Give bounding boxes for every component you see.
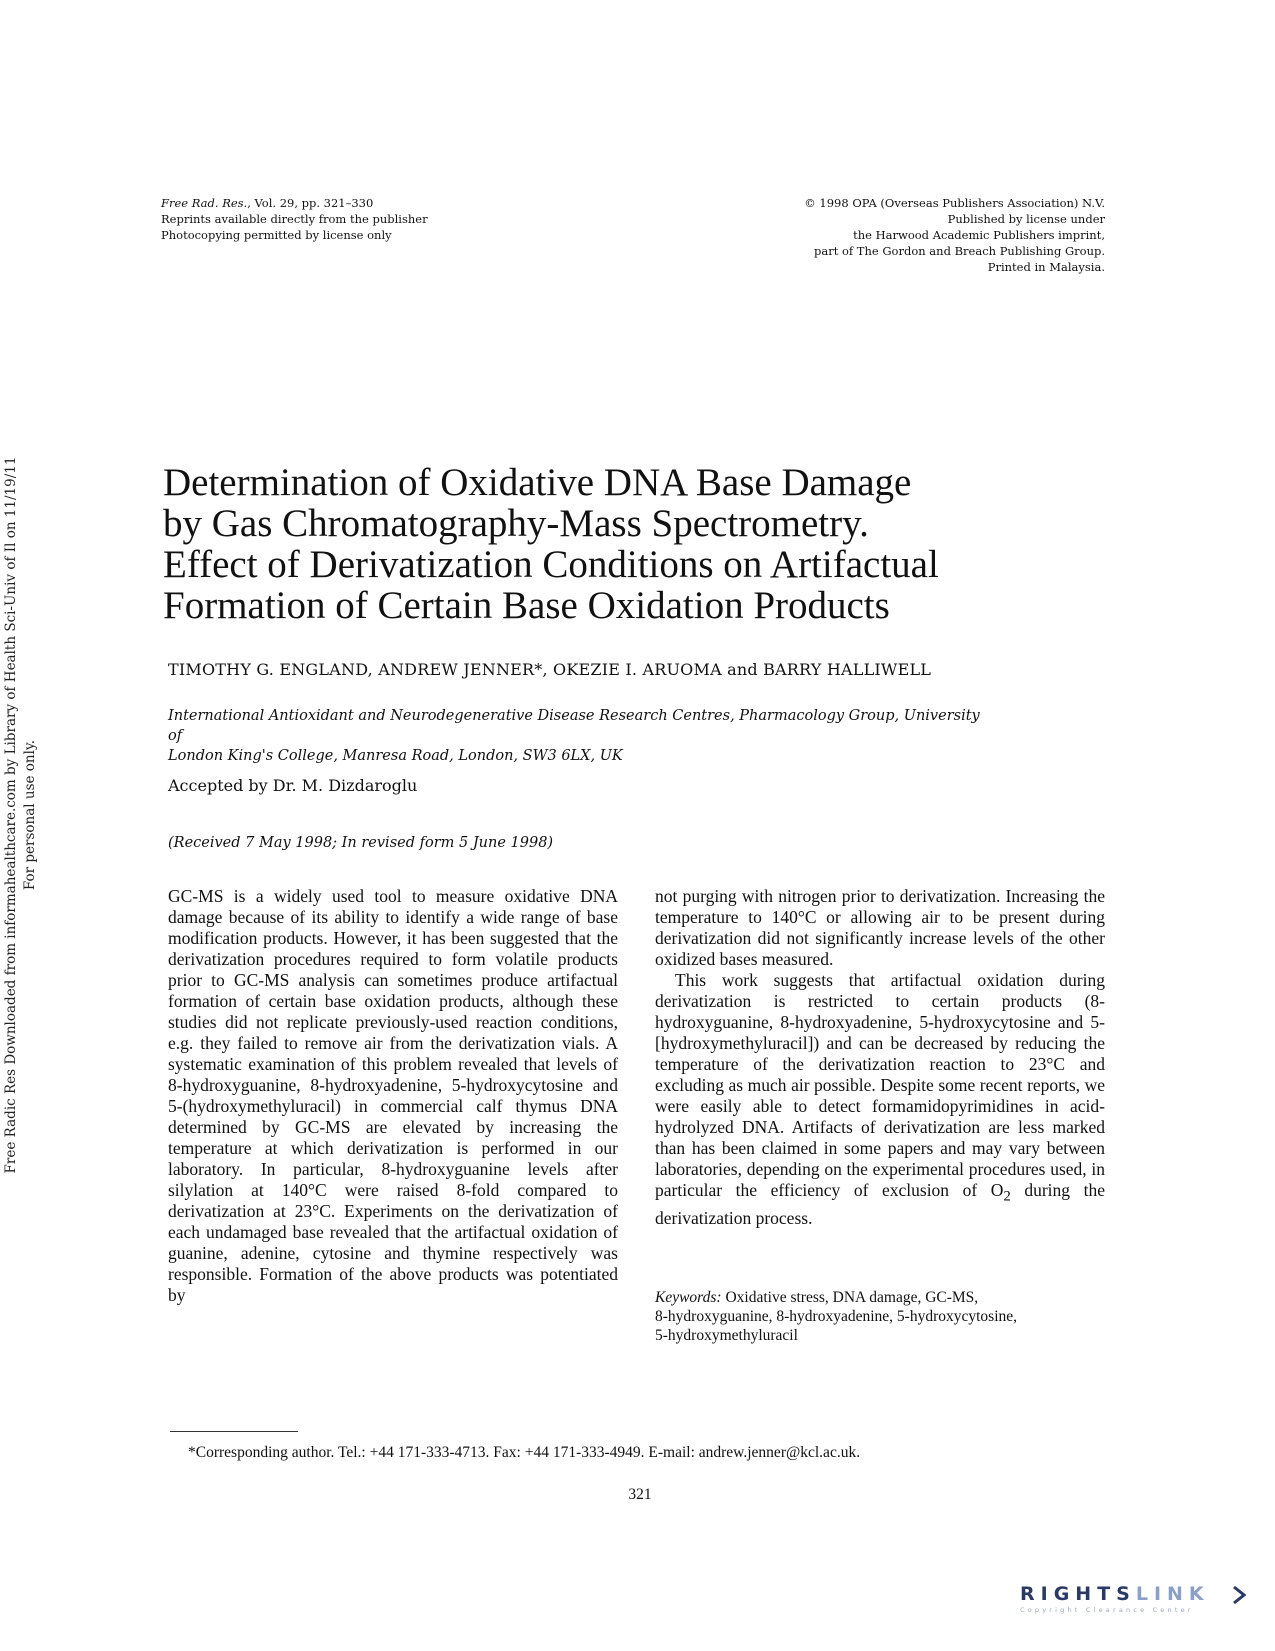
affiliation-line-1: International Antioxidant and Neurodegenerative Disease Research Centres, Pharmacology Group, University of: [168, 708, 980, 744]
license-line: Published by license under: [947, 212, 1105, 226]
abstract-paragraph-2-start: This work suggests that artifactual oxidation during derivatization is restricted to certain products (8-hydroxyguanine, 8-hydroxyadenine, 5-hydroxycytosine and 5-[hydroxymethyluracil]) and can be decreased by reducing the temperature of the derivatization reaction to 23°C and excluding as much air possible. Despite some recent reports, we were easily able to detect formamidopyrimidines in acid-hydrolyzed DNA. Artifacts of derivatization are less marked than has been claimed in some papers and may vary between laboratories, depending on the experimental procedures used, in particular the efficiency of exclusion of O: [655, 970, 1105, 1200]
title-line-4: Formation of Certain Base Oxidation Products: [163, 584, 890, 627]
footnote-divider: [170, 1431, 298, 1432]
keywords: [655, 1288, 1105, 1345]
rightslink-word-light: LINK: [1135, 1583, 1210, 1605]
article-title: [163, 462, 1123, 626]
abstract-paragraph-2: [655, 970, 1105, 1229]
keywords-line-2: 8-hydroxyguanine, 8-hydroxyadenine, 5-hydroxycytosine,: [655, 1308, 1018, 1325]
page-number: 321: [628, 1486, 652, 1503]
journal-citation: [161, 195, 481, 211]
title-line-1: Determination of Oxidative DNA Base Damage: [163, 461, 912, 504]
received-dates: (Received 7 May 1998; In revised form 5 June 1998): [168, 835, 554, 851]
title-line-3: Effect of Derivatization Conditions on Artifactual: [163, 543, 939, 586]
author-list: TIMOTHY G. ENGLAND, ANDREW JENNER*, OKEZIE I. ARUOMA and BARRY HALLIWELL: [168, 660, 932, 679]
abstract-left-column: GC-MS is a widely used tool to measure oxidative DNA damage because of its ability to identify a wide range of base modification products. However, it has been suggested that the derivatization procedures required to form volatile products prior to GC-MS analysis can sometimes produce artifactual formation of certain base oxidation products, although these studies did not replicate previously-used reaction conditions, e.g. they failed to remove air from the derivatization vials. A systematic examination of this problem revealed that levels of 8-hydroxyguanine, 8-hydroxyadenine, 5-hydroxycytosine and 5-(hydroxymethyluracil) in commercial calf thymus DNA determined by GC-MS are elevated by increasing the temperature at which derivatization is performed in our laboratory. In particular, 8-hydroxyguanine levels after silylation at 140°C were raised 8-fold compared to derivatization at 23°C. Experiments on the derivatization of each undamaged base revealed that the artifactual oxidation of guanine, adenine, cytosine and thymine respectively was responsible. Formation of the above products was potentiated by: [168, 886, 618, 1305]
rightslink-tagline: Copyright Clearance Center: [1020, 1606, 1194, 1614]
rightslink-logo: [1020, 1583, 1250, 1623]
keywords-line-1: Oxidative stress, DNA damage, GC-MS,: [721, 1289, 979, 1306]
accepted-by: Accepted by Dr. M. Dizdaroglu: [168, 776, 418, 795]
affiliation: [168, 706, 988, 766]
photocopy-note: Photocopying permitted by license only: [161, 228, 392, 242]
download-watermark-line2: For personal use only.: [22, 739, 38, 891]
journal-abbrev: Free Rad. Res.: [161, 196, 248, 210]
abstract-right-column: [655, 886, 1105, 1229]
journal-header-left: [161, 195, 481, 243]
reprints-note: Reprints available directly from the publisher: [161, 212, 428, 226]
group-line: part of The Gordon and Breach Publishing Group.: [813, 244, 1105, 258]
copyright-line: © 1998 OPA (Overseas Publishers Association) N.V.: [804, 196, 1105, 210]
download-watermark: [0, 440, 44, 1190]
oxygen-subscript: 2: [1003, 1188, 1011, 1205]
keywords-label: Keywords:: [655, 1289, 722, 1306]
title-line-2: by Gas Chromatography-Mass Spectrometry.: [163, 502, 869, 545]
printed-line: Printed in Malaysia.: [987, 260, 1105, 274]
rightslink-arrow-icon: [1232, 1585, 1246, 1605]
keywords-line-3: 5-hydroxymethyluracil: [655, 1327, 798, 1344]
corresponding-author-footnote: *Corresponding author. Tel.: +44 171-333-4713. Fax: +44 171-333-4949. E-mail: andrew.jenner@kcl.ac.uk.: [188, 1444, 861, 1461]
abstract-paragraph-1: not purging with nitrogen prior to derivatization. Increasing the temperature to 140°C or allowing air to be present during derivatization did not significantly increase levels of the other oxidized bases measured.: [655, 886, 1105, 969]
abstract-paragraph-2-end: during the derivatization process.: [655, 1180, 1105, 1228]
journal-volume-pages: , Vol. 29, pp. 321–330: [247, 196, 374, 210]
download-watermark-line1: Free Radic Res Downloaded from informahealthcare.com by Library of Health Sci-Univ of Il on 11/19/11: [3, 456, 19, 1174]
imprint-line: the Harwood Academic Publishers imprint,: [853, 228, 1105, 242]
rightslink-word-dark: RIGHTS: [1020, 1583, 1136, 1605]
publisher-header-right: [740, 195, 1105, 275]
affiliation-line-2: London King's College, Manresa Road, London, SW3 6LX, UK: [168, 748, 623, 764]
